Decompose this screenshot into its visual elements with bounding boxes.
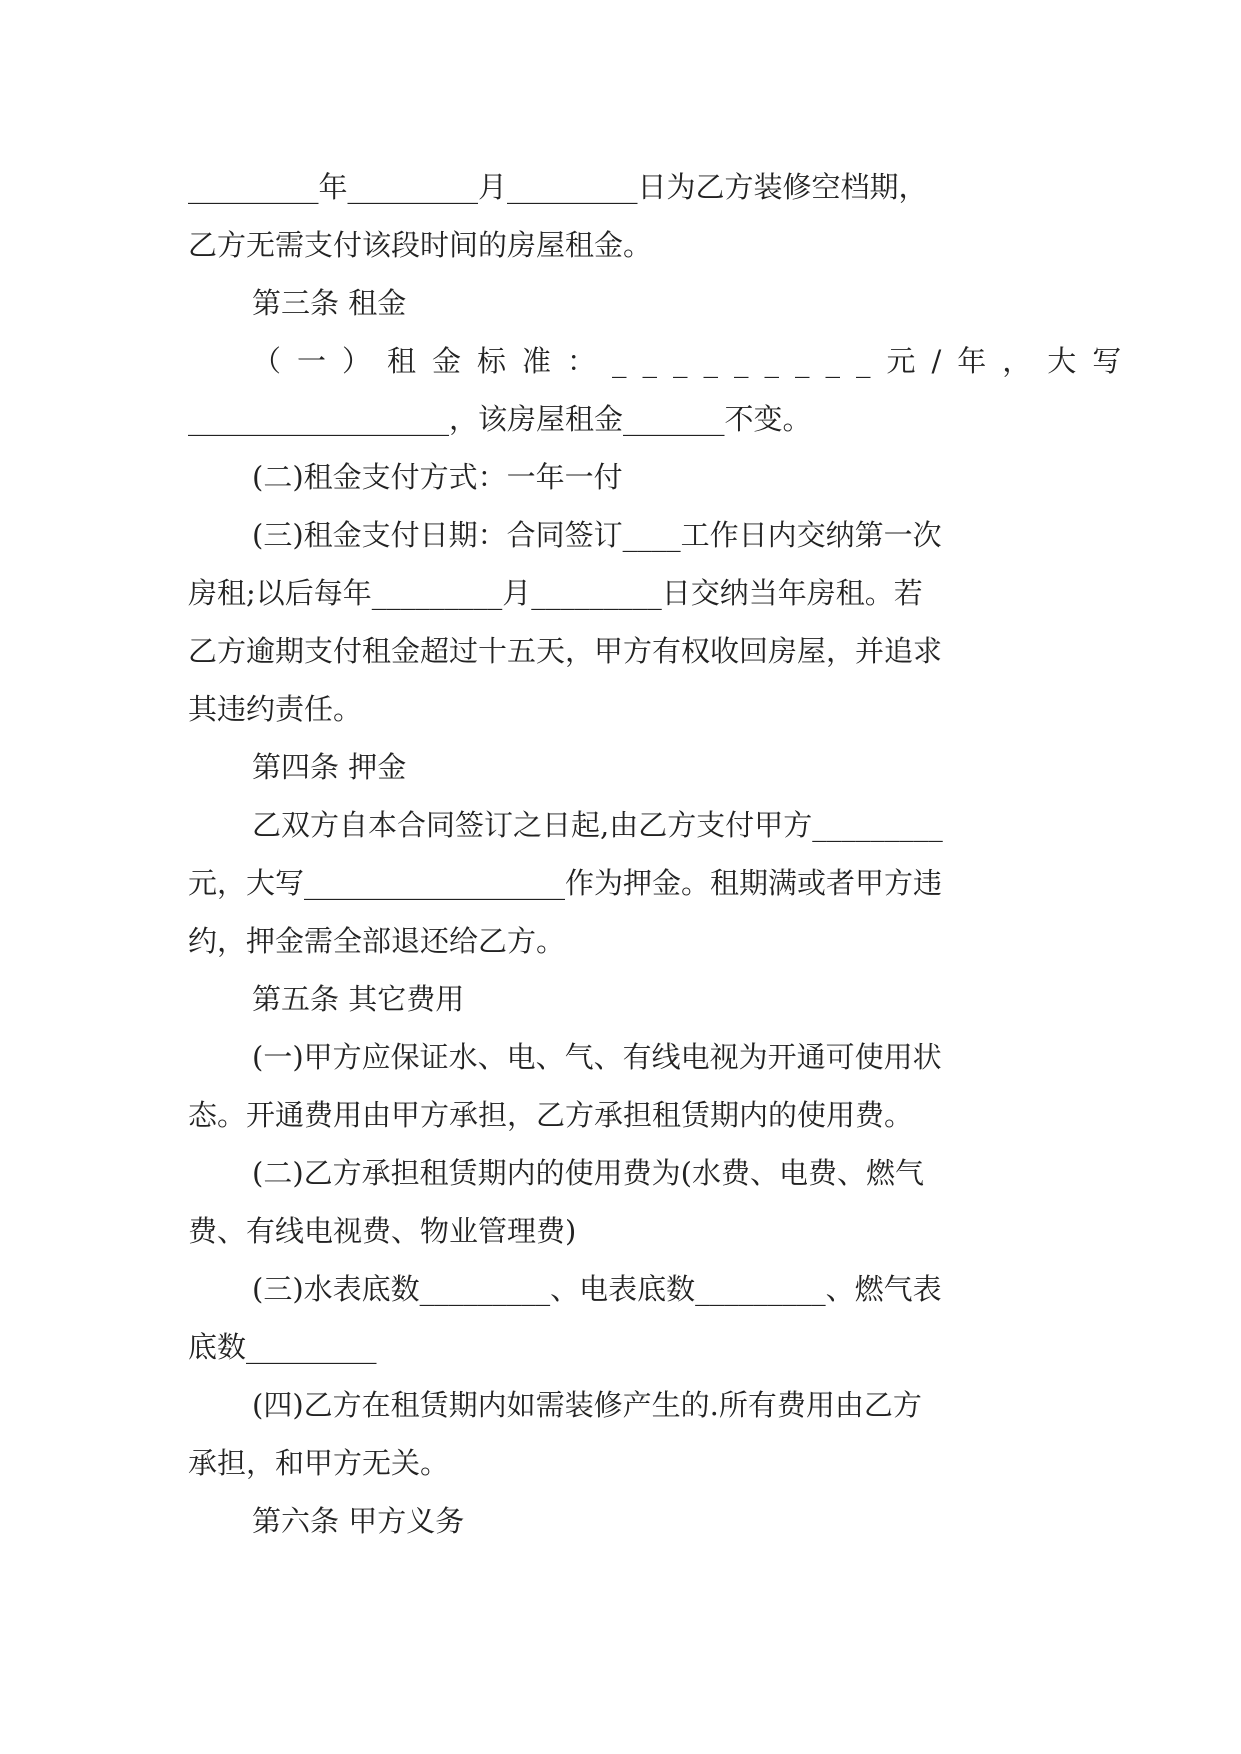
section-heading-article-5: 第五条 其它费用	[252, 982, 465, 1016]
text-line: 底数_________	[188, 1330, 377, 1364]
text-line: 房租;以后每年_________月_________日交纳当年房租。若	[188, 576, 923, 610]
section-heading-article-3: 第三条 租金	[252, 286, 407, 320]
text-line: 乙方逾期支付租金超过十五天，甲方有权收回房屋，并追求	[188, 634, 943, 668]
text-line: 态。开通费用由甲方承担，乙方承担租赁期内的使用费。	[188, 1098, 914, 1132]
text-line: 费、有线电视费、物业管理费)	[188, 1214, 577, 1248]
text-line: (一)甲方应保证水、电、气、有线电视为开通可使用状	[252, 1040, 942, 1074]
text-line: 承担，和甲方无关。	[188, 1446, 450, 1480]
text-line: (三)租金支付日期：合同签订____工作日内交纳第一次	[252, 518, 942, 552]
section-heading-article-4: 第四条 押金	[252, 750, 407, 784]
text-line: (二)乙方承担租赁期内的使用费为(水费、电费、燃气	[252, 1156, 924, 1190]
text-line: 乙双方自本合同签订之日起,由乙方支付甲方_________	[252, 808, 943, 842]
text-line: (三)水表底数_________、电表底数_________、燃气表	[252, 1272, 942, 1306]
text-line: _________年_________月_________日为乙方装修空档期，	[188, 170, 928, 204]
section-heading-article-6: 第六条 甲方义务	[252, 1504, 465, 1538]
text-line: 乙方无需支付该段时间的房屋租金。	[188, 228, 653, 262]
document-body	[188, 158, 1138, 1550]
text-line: (四)乙方在租赁期内如需装修产生的.所有费用由乙方	[252, 1388, 922, 1422]
text-line: (二)租金支付方式：一年一付	[252, 460, 623, 494]
text-line: __________________，该房屋租金_______不变。	[188, 402, 812, 436]
text-line: 其违约责任。	[188, 692, 363, 726]
text-line: 约，押金需全部退还给乙方。	[188, 924, 566, 958]
text-line: 元，大写__________________作为押金。租期满或者甲方违	[188, 866, 943, 900]
text-line: （一）租金标准：_________元/年，大写	[252, 344, 1138, 378]
